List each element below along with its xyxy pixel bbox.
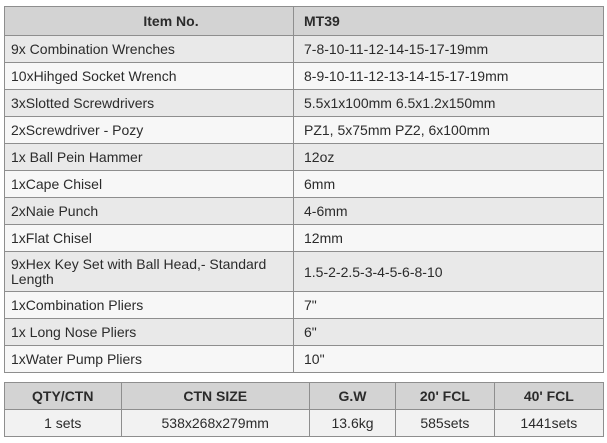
item-name: 1x Ball Pein Hammer xyxy=(5,144,294,171)
item-name: 9xHex Key Set with Ball Head,- Standard Length xyxy=(5,252,294,292)
item-name: 10xHihged Socket Wrench xyxy=(5,63,294,90)
item-spec: PZ1, 5x75mm PZ2, 6x100mm xyxy=(294,117,604,144)
item-spec: 7" xyxy=(294,292,604,319)
gross-weight-value: 13.6kg xyxy=(309,410,395,437)
item-name: 2xScrewdriver - Pozy xyxy=(5,117,294,144)
fcl-40-header: 40' FCL xyxy=(494,383,603,410)
item-spec: 4-6mm xyxy=(294,198,604,225)
item-spec: 10" xyxy=(294,346,604,373)
item-name: 9x Combination Wrenches xyxy=(5,36,294,63)
fcl-40-value: 1441sets xyxy=(494,410,603,437)
table-row xyxy=(5,63,604,90)
item-name: 1xCombination Pliers xyxy=(5,292,294,319)
item-name: 1xCape Chisel xyxy=(5,171,294,198)
packing-header-row xyxy=(5,383,604,410)
qty-ctn-value: 1 sets xyxy=(5,410,122,437)
packing-values-row xyxy=(5,410,604,437)
table-row xyxy=(5,225,604,252)
table-row xyxy=(5,117,604,144)
table-row xyxy=(5,90,604,117)
item-name: 2xNaie Punch xyxy=(5,198,294,225)
ctn-size-header: CTN SIZE xyxy=(121,383,309,410)
table-row xyxy=(5,319,604,346)
item-spec: 12oz xyxy=(294,144,604,171)
item-spec: 6" xyxy=(294,319,604,346)
table-row xyxy=(5,292,604,319)
item-name: 3xSlotted Screwdrivers xyxy=(5,90,294,117)
item-name: 1x Long Nose Pliers xyxy=(5,319,294,346)
item-spec: 5.5x1x100mm 6.5x1.2x150mm xyxy=(294,90,604,117)
item-spec: 8-9-10-11-12-13-14-15-17-19mm xyxy=(294,63,604,90)
table-row xyxy=(5,346,604,373)
ctn-size-value: 538x268x279mm xyxy=(121,410,309,437)
item-no-label: Item No. xyxy=(5,7,294,36)
packing-table xyxy=(4,382,604,437)
qty-ctn-header: QTY/CTN xyxy=(5,383,122,410)
table-row xyxy=(5,36,604,63)
item-spec: 12mm xyxy=(294,225,604,252)
gross-weight-header: G.W xyxy=(309,383,395,410)
spec-header-row xyxy=(5,7,604,36)
table-row xyxy=(5,171,604,198)
fcl-20-header: 20' FCL xyxy=(396,383,495,410)
item-name: 1xFlat Chisel xyxy=(5,225,294,252)
item-spec: 7-8-10-11-12-14-15-17-19mm xyxy=(294,36,604,63)
item-name: 1xWater Pump Pliers xyxy=(5,346,294,373)
item-spec: 6mm xyxy=(294,171,604,198)
table-row xyxy=(5,144,604,171)
item-no-value: MT39 xyxy=(294,7,604,36)
table-row xyxy=(5,198,604,225)
item-spec: 1.5-2-2.5-3-4-5-6-8-10 xyxy=(294,252,604,292)
table-row xyxy=(5,252,604,292)
spec-table xyxy=(4,6,604,373)
fcl-20-value: 585sets xyxy=(396,410,495,437)
